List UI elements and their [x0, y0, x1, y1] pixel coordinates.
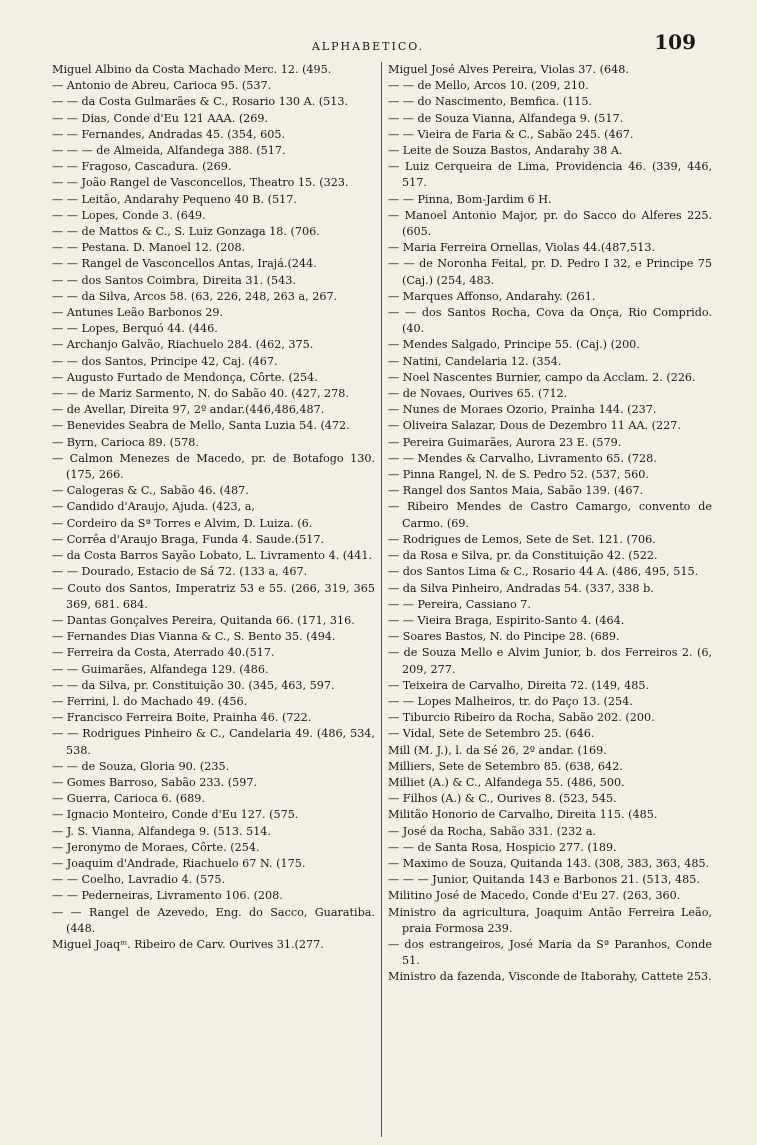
directory-entry: — Noel Nascentes Burnier, campo da Acclam. 2. (226. [388, 370, 696, 384]
directory-entry: — — João Rangel de Vasconcellos, Theatro 15. (323. [52, 176, 349, 190]
directory-entry: — — Dourado, Estacio de Sá 72. (133 a, 467. [52, 565, 308, 579]
directory-entry: — — dos Santos Coimbra, Direita 31. (543. [52, 273, 296, 287]
directory-entry: — — de Santa Rosa, Hospicio 277. (189. [388, 840, 617, 854]
directory-entry: — — da Silva, pr. Constituição 30. (345, 463, 597. [52, 678, 335, 692]
directory-entry: — Calogeras & C., Sabão 46. (487. [52, 484, 249, 498]
directory-entry: — — de Souza, Gloria 90. (235. [52, 759, 230, 773]
directory-entry: — — de Noronha Feital, pr. D. Pedro I 32, e Principe 75 (Caj.) (254, 483. [388, 257, 712, 287]
directory-entry: — da Silva Pinheiro, Andradas 54. (337, 338 b. [388, 581, 654, 595]
directory-entry: — Archanjo Galvão, Riachuelo 284. (462, 375. [52, 338, 314, 352]
directory-entry: Miguel José Alves Pereira, Violas 37. (648. [388, 63, 629, 76]
directory-entry: — da Costa Barros Sayão Lobato, L. Livramento 4. (441. [52, 549, 373, 563]
directory-entry: — Nunes de Moraes Ozorio, Prainha 144. (237. [388, 403, 657, 417]
directory-entry: Ministro da fazenda, Visconde de Itaborahy, Cattete 253. [388, 970, 712, 984]
directory-entry: — — Vieira Braga, Espirito-Santo 4. (464. [388, 613, 625, 627]
directory-entry: Milliet (A.) & C., Alfandega 55. (486, 500. [388, 775, 625, 789]
directory-entry: — — Rangel de Azevedo, Eng. do Sacco, Guaratiba. (448. [52, 905, 375, 935]
directory-entry: — Ferrini, l. do Machado 49. (456. [52, 694, 248, 708]
directory-entry: — — Pestana. D. Manoel 12. (208. [52, 241, 246, 255]
directory-entry: — — de Mello, Arcos 10. (209, 210. [388, 79, 589, 93]
directory-entry: — Luiz Cerqueira de Lima, Providencia 46. (339, 446, 517. [388, 160, 712, 190]
directory-entry: Mill (M. J.), l. da Sé 26, 2º andar. (169. [388, 743, 607, 757]
directory-entry: — Leite de Souza Bastos, Andarahy 38 A. [388, 144, 623, 158]
directory-entry: — — Coelho, Lavradio 4. (575. [52, 873, 226, 887]
directory-entry: — Dantas Gonçalves Pereira, Quitanda 66. (171, 316. [52, 613, 355, 627]
directory-entry: — — do Nascimento, Bemfica. (115. [388, 95, 592, 109]
directory-entry: — — Pereira, Cassiano 7. [388, 597, 531, 611]
directory-entry: Militão Honorio de Carvalho, Direita 115. (485. [388, 808, 658, 822]
directory-entry: — Natini, Candelaria 12. (354. [388, 354, 562, 368]
directory-entry: — Couto dos Santos, Imperatriz 53 e 55. (266, 319, 365 369, 681. 684. [52, 581, 375, 611]
running-head: ALPHABETICO. [311, 40, 425, 53]
directory-entry: — — de Souza Vianna, Alfandega 9. (517. [388, 111, 624, 125]
page-header [48, 30, 696, 56]
directory-entry: — Antunes Leão Barbonos 29. [52, 306, 224, 320]
directory-entry: — Vidal, Sete de Setembro 25. (646. [388, 727, 595, 741]
directory-entry: — José da Rocha, Sabão 331. (232 a. [388, 824, 597, 838]
directory-entry: — Byrn, Carioca 89. (578. [52, 435, 199, 449]
directory-entry: — — Guimarães, Alfandega 129. (486. [52, 662, 269, 676]
directory-entry: — — Rangel de Vasconcellos Antas, Irajá.(244. [52, 257, 317, 271]
directory-entry: — — de Mattos & C., S. Luiz Gonzaga 18. (706. [52, 225, 320, 239]
directory-entry: — Gomes Barroso, Sabão 233. (597. [52, 775, 258, 789]
directory-entry: Ministro da agricultura, Joaquim Antão Ferreira Leão, praia Formosa 239. [388, 905, 712, 935]
directory-entry: — — Pinna, Bom-Jardim 6 H. [388, 192, 552, 206]
directory-entry: — — Lopes, Berquó 44. (446. [52, 322, 218, 336]
directory-entry: — Filhos (A.) & C., Ourives 8. (523, 545. [388, 792, 617, 806]
directory-entry: Miguel Joaqᵐ. Ribeiro de Carv. Ourives 31.(277. [52, 937, 324, 951]
directory-entry: — de Novaes, Ourives 65. (712. [388, 387, 568, 401]
directory-entry: — Jeronymo de Moraes, Côrte. (254. [52, 840, 260, 854]
directory-entry: — Maximo de Souza, Quitanda 143. (308, 383, 363, 485. [388, 856, 710, 870]
directory-entry: — Rangel dos Santos Maia, Sabão 139. (467. [388, 484, 644, 498]
directory-entry: — Tiburcio Ribeiro da Rocha, Sabão 202. (200. [388, 711, 655, 725]
left-column [48, 62, 382, 1137]
directory-entry: — dos estrangeiros, José Maria da Sª Paranhos, Conde 51. [388, 937, 712, 968]
directory-entry: — Joaquim d'Andrade, Riachuelo 67 N. (175. [52, 856, 306, 870]
directory-entry: — Benevides Seabra de Mello, Santa Luzia 54. (472. [52, 419, 350, 433]
directory-entry: — — Dias, Conde d'Eu 121 AAA. (269. [52, 111, 269, 125]
directory-entry: — — Lopes Malheiros, tr. do Paço 13. (254. [388, 694, 633, 708]
directory-entry: — dos Santos Lima & C., Rosario 44 A. (486, 495, 515. [388, 565, 699, 579]
directory-entry: — Manoel Antonio Major, pr. do Sacco do Alferes 225. (605. [388, 208, 712, 239]
directory-entry: — Oliveira Salazar, Dous de Dezembro 11 AA. (227. [388, 419, 681, 433]
directory-entry: — Pereira Guimarães, Aurora 23 E. (579. [388, 435, 622, 449]
directory-entry: — — Mendes & Carvalho, Livramento 65. (728. [388, 451, 657, 465]
directory-entry: — Mendes Salgado, Principe 55. (Caj.) (200. [388, 338, 640, 352]
directory-columns [48, 62, 716, 1137]
right-column [382, 62, 716, 1137]
directory-entry: — — Fernandes, Andradas 45. (354, 605. [52, 127, 286, 141]
directory-entry: — de Souza Mello e Alvim Junior, b. dos Ferreiros 2. (6, 209, 277. [388, 646, 712, 676]
directory-entry: Milliers, Sete de Setembro 85. (638, 642. [388, 759, 623, 773]
directory-entry: — Augusto Furtado de Mendonça, Côrte. (254. [52, 370, 318, 384]
directory-entry: — — Vieira de Faria & C., Sabão 245. (467. [388, 127, 634, 141]
directory-entry: — — da Silva, Arcos 58. (63, 226, 248, 263 a, 267. [52, 289, 338, 303]
directory-entry: — — Pederneiras, Livramento 106. (208. [52, 889, 283, 903]
directory-entry: — Guerra, Carioca 6. (689. [52, 792, 205, 806]
directory-entry: — Ignacio Monteiro, Conde d'Eu 127. (575. [52, 808, 299, 822]
directory-entry: — — — de Almeida, Alfandega 388. (517. [52, 144, 286, 158]
directory-entry: — Marques Affonso, Andarahy. (261. [388, 289, 596, 303]
directory-entry: — Candido d'Araujo, Ajuda. (423, a, [52, 500, 255, 514]
directory-entry: — Francisco Ferreira Boite, Prainha 46. (722. [52, 711, 312, 725]
directory-entry: — Pinna Rangel, N. de S. Pedro 52. (537, 560. [388, 468, 649, 482]
directory-entry: — Calmon Menezes de Macedo, pr. de Botafogo 130.(175, 266. [52, 451, 375, 482]
directory-entry: — — da Costa Gulmarães & C., Rosario 130 A. (513. [52, 95, 349, 109]
directory-entry: — J. S. Vianna, Alfandega 9. (513. 514. [52, 824, 271, 838]
directory-entry: — da Rosa e Silva, pr. da Constituição 42. (522. [388, 549, 658, 563]
directory-entry: Militino José de Macedo, Conde d'Eu 27. (263, 360. [388, 889, 681, 903]
directory-entry: — Antonio de Abreu, Carioca 95. (537. [52, 79, 272, 93]
directory-entry: — — dos Santos, Principe 42, Caj. (467. [52, 354, 278, 368]
directory-entry: — Ribeiro Mendes de Castro Camargo, convento de Carmo. (69. [388, 500, 712, 530]
directory-entry: — Fernandes Dias Vianna & C., S. Bento 35. (494. [52, 630, 336, 644]
directory-entry: — Teixeira de Carvalho, Direita 72. (149, 485. [388, 678, 650, 692]
directory-entry: — — Leitão, Andarahy Pequeno 40 B. (517. [52, 192, 297, 206]
directory-entry: — Corrêa d'Araujo Braga, Funda 4. Saude.(517. [52, 532, 325, 546]
directory-entry: — Rodrigues de Lemos, Sete de Set. 121. (706. [388, 532, 656, 546]
directory-entry: — — — Junior, Quitanda 143 e Barbonos 21. (513, 485. [388, 873, 700, 887]
directory-entry: — de Avellar, Direita 97, 2º andar.(446,486,487. [52, 403, 325, 417]
directory-entry: — Soares Bastos, N. do Pincipe 28. (689. [388, 630, 620, 644]
directory-entry: — — de Mariz Sarmento, N. do Sabão 40. (427, 278. [52, 387, 349, 401]
directory-entry: — Cordeiro da Sª Torres e Alvim, D. Luiza. (6. [52, 516, 313, 530]
directory-entry: — Ferreira da Costa, Aterrado 40.(517. [52, 646, 275, 660]
directory-entry: — — Fragoso, Cascadura. (269. [52, 160, 232, 174]
directory-entry: — — Rodrigues Pinheiro & C., Candelaria 49. (486, 534, 538. [52, 727, 375, 757]
directory-entry: — — dos Santos Rocha, Cova da Onça, Rio Comprido. (40. [388, 306, 712, 336]
directory-entry: Miguel Albino da Costa Machado Merc. 12. (495. [52, 63, 332, 76]
directory-entry: — Maria Ferreira Ornellas, Violas 44.(487,513. [388, 241, 656, 255]
directory-entry: — — Lopes, Conde 3. (649. [52, 208, 206, 222]
page-number: 109 [654, 30, 696, 54]
